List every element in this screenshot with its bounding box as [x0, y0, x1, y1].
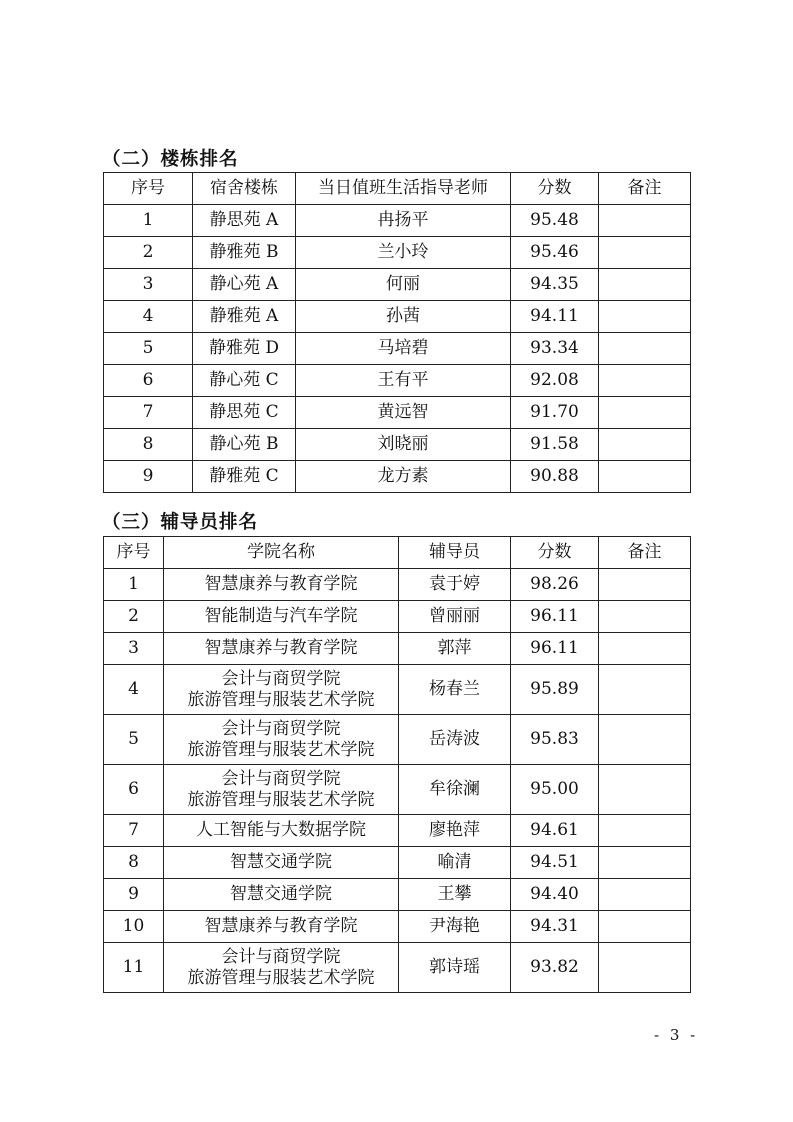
section-title-building-ranking: （二）楼栋排名	[102, 149, 239, 170]
college-cell	[164, 879, 399, 911]
college-name-line: 智慧康养与教育学院	[204, 574, 358, 594]
rank-cell: 1	[104, 205, 193, 237]
score-cell: 90.88	[511, 461, 599, 493]
score-cell: 95.00	[511, 765, 599, 815]
building-cell: 静雅苑 B	[193, 237, 296, 269]
score-cell: 98.26	[511, 569, 599, 601]
table-row	[104, 429, 691, 461]
table-row	[104, 633, 691, 665]
section-title-counselor-ranking: （三）辅导员排名	[102, 512, 259, 533]
teacher-cell: 何丽	[296, 269, 511, 301]
table-row	[104, 569, 691, 601]
header-cell: 备注	[599, 537, 691, 569]
table-row	[104, 205, 691, 237]
note-cell	[599, 715, 691, 765]
score-cell: 94.35	[511, 269, 599, 301]
rank-cell: 6	[104, 365, 193, 397]
rank-cell: 2	[104, 601, 164, 633]
counselor-cell: 廖艳萍	[399, 815, 511, 847]
table-row	[104, 911, 691, 943]
rank-cell: 7	[104, 815, 164, 847]
score-cell: 91.58	[511, 429, 599, 461]
teacher-cell: 孙茜	[296, 301, 511, 333]
header-cell: 宿舍楼栋	[193, 173, 296, 205]
table-row	[104, 397, 691, 429]
counselor-cell: 喻清	[399, 847, 511, 879]
page-number: - 3 -	[654, 1026, 699, 1044]
note-cell	[599, 633, 691, 665]
college-name-line: 旅游管理与服装艺术学院	[187, 739, 375, 760]
score-cell: 93.34	[511, 333, 599, 365]
note-cell	[599, 879, 691, 911]
rank-cell: 4	[104, 665, 164, 715]
counselor-cell: 岳涛波	[399, 715, 511, 765]
score-cell: 96.11	[511, 601, 599, 633]
table-row	[104, 601, 691, 633]
college-name-line: 旅游管理与服装艺术学院	[187, 689, 375, 710]
building-cell: 静雅苑 D	[193, 333, 296, 365]
college-cell	[164, 633, 399, 665]
score-cell: 95.89	[511, 665, 599, 715]
table-row	[104, 237, 691, 269]
table-header-row	[104, 537, 691, 569]
header-cell: 序号	[104, 173, 193, 205]
table-row	[104, 301, 691, 333]
college-cell	[164, 601, 399, 633]
college-cell	[164, 911, 399, 943]
college-name-line: 智慧康养与教育学院	[204, 638, 358, 658]
header-cell: 备注	[599, 173, 691, 205]
college-name-line: 会计与商贸学院	[221, 768, 341, 789]
note-cell	[599, 237, 691, 269]
teacher-cell: 黄远智	[296, 397, 511, 429]
note-cell	[599, 847, 691, 879]
score-cell: 91.70	[511, 397, 599, 429]
score-cell: 94.11	[511, 301, 599, 333]
college-name-line: 旅游管理与服装艺术学院	[187, 967, 375, 988]
note-cell	[599, 397, 691, 429]
college-name-line: 智慧交通学院	[230, 884, 332, 904]
table-row	[104, 461, 691, 493]
building-cell: 静雅苑 C	[193, 461, 296, 493]
table-row	[104, 815, 691, 847]
note-cell	[599, 911, 691, 943]
college-cell	[164, 815, 399, 847]
college-cell	[164, 569, 399, 601]
note-cell	[599, 205, 691, 237]
note-cell	[599, 269, 691, 301]
building-cell: 静心苑 A	[193, 269, 296, 301]
rank-cell: 4	[104, 301, 193, 333]
table-row	[104, 879, 691, 911]
counselor-cell: 袁于婷	[399, 569, 511, 601]
rank-cell: 11	[104, 943, 164, 993]
building-cell: 静思苑 C	[193, 397, 296, 429]
counselor-cell: 郭诗瑶	[399, 943, 511, 993]
rank-cell: 3	[104, 269, 193, 301]
building-cell: 静心苑 C	[193, 365, 296, 397]
college-cell	[164, 715, 399, 765]
college-cell	[164, 765, 399, 815]
score-cell: 94.31	[511, 911, 599, 943]
teacher-cell: 刘晓丽	[296, 429, 511, 461]
rank-cell: 6	[104, 765, 164, 815]
teacher-cell: 兰小玲	[296, 237, 511, 269]
college-name-line: 会计与商贸学院	[221, 718, 341, 739]
score-cell: 95.48	[511, 205, 599, 237]
table-header-row	[104, 173, 691, 205]
table-row	[104, 333, 691, 365]
score-cell: 93.82	[511, 943, 599, 993]
table-row	[104, 715, 691, 765]
college-cell	[164, 943, 399, 993]
rank-cell: 2	[104, 237, 193, 269]
counselor-cell: 牟徐澜	[399, 765, 511, 815]
note-cell	[599, 333, 691, 365]
building-cell: 静心苑 B	[193, 429, 296, 461]
counselor-cell: 王攀	[399, 879, 511, 911]
note-cell	[599, 461, 691, 493]
college-name-line: 智慧康养与教育学院	[204, 916, 358, 936]
table-row	[104, 943, 691, 993]
counselor-ranking-table	[103, 536, 691, 993]
building-cell: 静雅苑 A	[193, 301, 296, 333]
score-cell: 94.51	[511, 847, 599, 879]
rank-cell: 5	[104, 715, 164, 765]
note-cell	[599, 601, 691, 633]
college-name-line: 智能制造与汽车学院	[204, 606, 358, 626]
note-cell	[599, 301, 691, 333]
note-cell	[599, 429, 691, 461]
header-cell: 序号	[104, 537, 164, 569]
college-name-line: 人工智能与大数据学院	[196, 820, 366, 840]
counselor-cell: 曾丽丽	[399, 601, 511, 633]
header-cell: 辅导员	[399, 537, 511, 569]
table-row	[104, 847, 691, 879]
teacher-cell: 马培碧	[296, 333, 511, 365]
college-name-line: 会计与商贸学院	[221, 668, 341, 689]
building-cell: 静思苑 A	[193, 205, 296, 237]
note-cell	[599, 943, 691, 993]
table-row	[104, 665, 691, 715]
teacher-cell: 王有平	[296, 365, 511, 397]
score-cell: 94.40	[511, 879, 599, 911]
score-cell: 96.11	[511, 633, 599, 665]
building-ranking-table	[103, 172, 691, 493]
score-cell: 95.46	[511, 237, 599, 269]
counselor-cell: 尹海艳	[399, 911, 511, 943]
college-name-line: 会计与商贸学院	[221, 946, 341, 967]
rank-cell: 8	[104, 847, 164, 879]
table-row	[104, 269, 691, 301]
table-row	[104, 765, 691, 815]
college-cell	[164, 665, 399, 715]
rank-cell: 10	[104, 911, 164, 943]
note-cell	[599, 815, 691, 847]
college-name-line: 旅游管理与服装艺术学院	[187, 789, 375, 810]
note-cell	[599, 665, 691, 715]
rank-cell: 8	[104, 429, 193, 461]
rank-cell: 3	[104, 633, 164, 665]
teacher-cell: 龙方素	[296, 461, 511, 493]
header-cell: 分数	[511, 537, 599, 569]
rank-cell: 9	[104, 879, 164, 911]
score-cell: 92.08	[511, 365, 599, 397]
score-cell: 94.61	[511, 815, 599, 847]
header-cell: 当日值班生活指导老师	[296, 173, 511, 205]
note-cell	[599, 365, 691, 397]
counselor-cell: 杨春兰	[399, 665, 511, 715]
counselor-cell: 郭萍	[399, 633, 511, 665]
rank-cell: 9	[104, 461, 193, 493]
college-name-line: 智慧交通学院	[230, 852, 332, 872]
note-cell	[599, 765, 691, 815]
teacher-cell: 冉扬平	[296, 205, 511, 237]
header-cell: 分数	[511, 173, 599, 205]
rank-cell: 1	[104, 569, 164, 601]
note-cell	[599, 569, 691, 601]
header-cell: 学院名称	[164, 537, 399, 569]
table-row	[104, 365, 691, 397]
rank-cell: 7	[104, 397, 193, 429]
rank-cell: 5	[104, 333, 193, 365]
score-cell: 95.83	[511, 715, 599, 765]
college-cell	[164, 847, 399, 879]
